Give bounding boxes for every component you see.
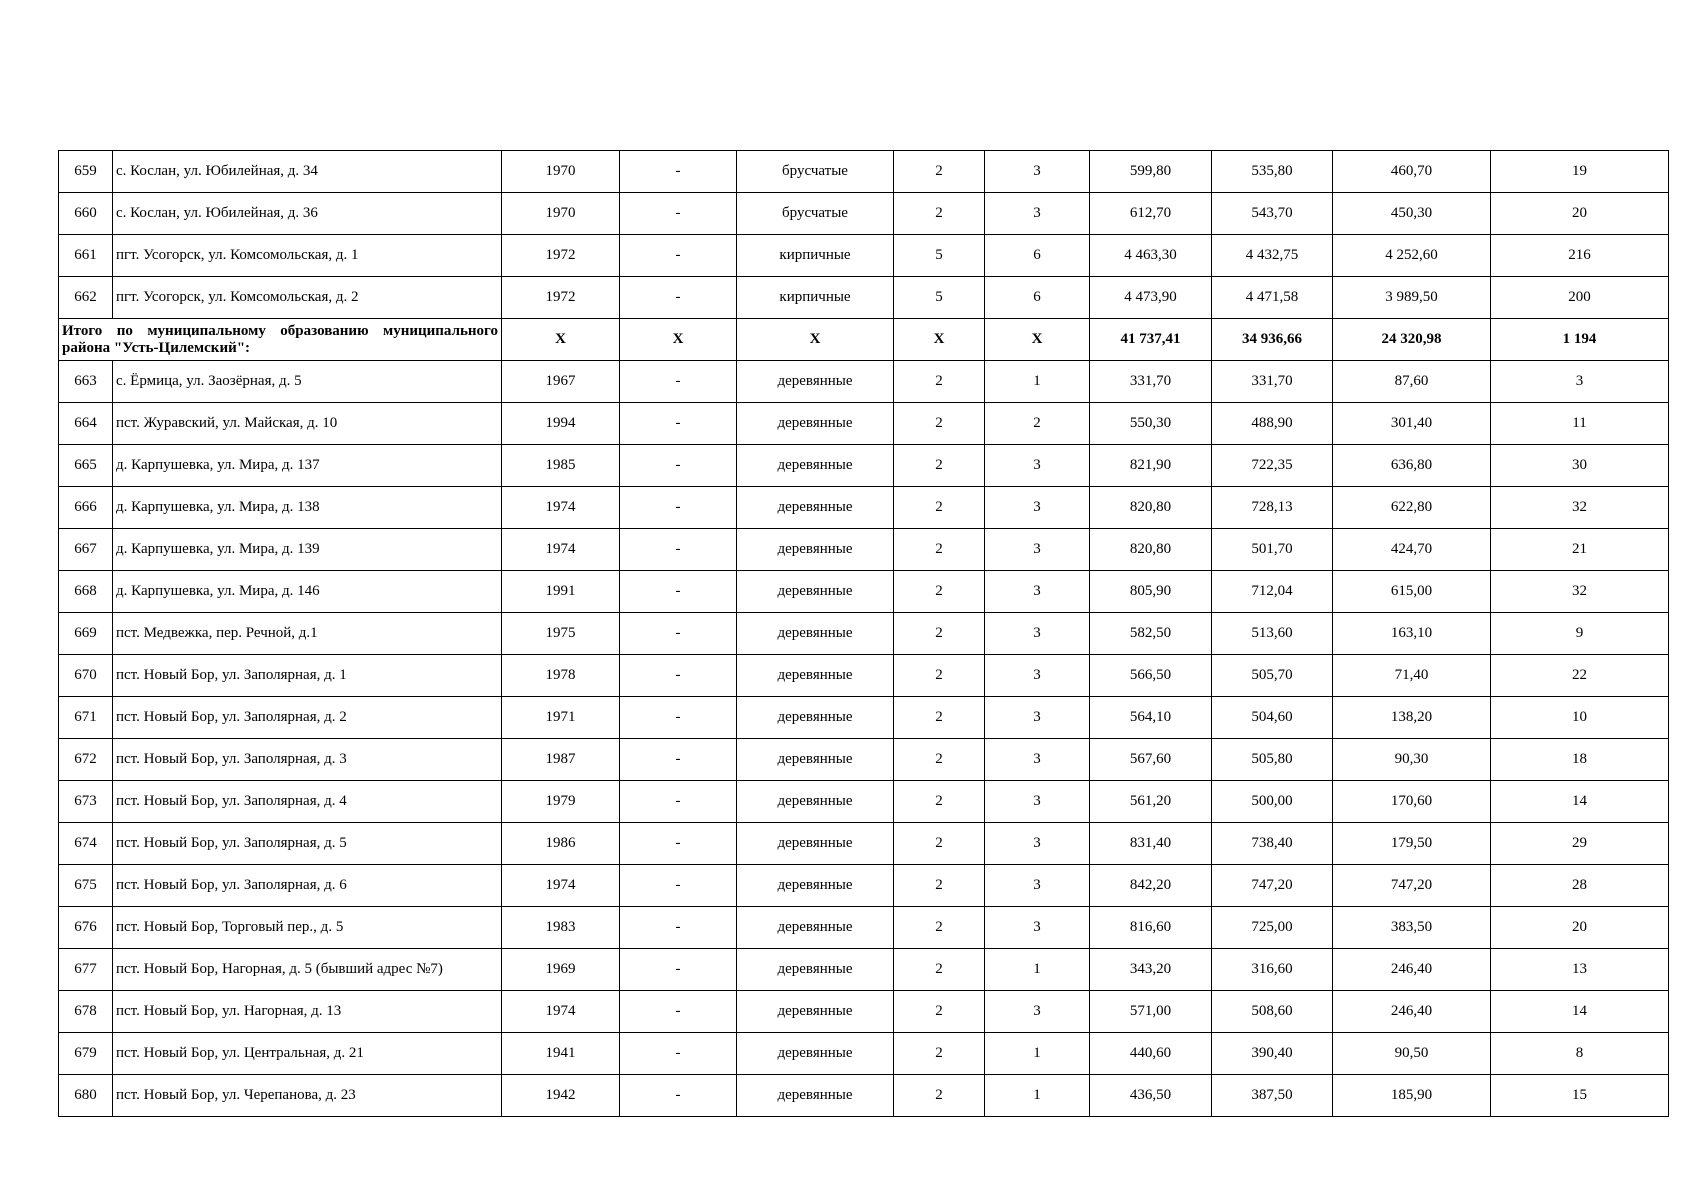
col7-cell: 1 <box>985 361 1090 403</box>
col8-cell: 820,80 <box>1090 529 1212 571</box>
address-cell: пст. Новый Бор, ул. Черепанова, д. 23 <box>113 1075 502 1117</box>
address-cell: пст. Новый Бор, ул. Заполярная, д. 5 <box>113 823 502 865</box>
year-cell: 1972 <box>502 235 620 277</box>
col10-cell: 87,60 <box>1333 361 1491 403</box>
col7-cell: 3 <box>985 151 1090 193</box>
col11-cell: 200 <box>1491 277 1669 319</box>
material-cell: деревянные <box>737 907 894 949</box>
row-number: 678 <box>59 991 113 1033</box>
col10-cell: 615,00 <box>1333 571 1491 613</box>
row-number: 666 <box>59 487 113 529</box>
row-number: 679 <box>59 1033 113 1075</box>
col11-cell: 216 <box>1491 235 1669 277</box>
table-row <box>59 907 1669 949</box>
col4-cell: - <box>620 151 737 193</box>
material-cell: деревянные <box>737 949 894 991</box>
col10-cell: 4 252,60 <box>1333 235 1491 277</box>
col10-cell: 138,20 <box>1333 697 1491 739</box>
address-cell: с. Ёрмица, ул. Заозёрная, д. 5 <box>113 361 502 403</box>
table-row <box>59 739 1669 781</box>
address-cell: пст. Новый Бор, ул. Нагорная, д. 13 <box>113 991 502 1033</box>
year-cell: 1979 <box>502 781 620 823</box>
col11-cell: 11 <box>1491 403 1669 445</box>
year-cell: 1975 <box>502 613 620 655</box>
year-cell: 1974 <box>502 865 620 907</box>
year-cell: 1970 <box>502 193 620 235</box>
total-cell: 34 936,66 <box>1212 319 1333 361</box>
material-cell: брусчатые <box>737 151 894 193</box>
col9-cell: 508,60 <box>1212 991 1333 1033</box>
col7-cell: 6 <box>985 277 1090 319</box>
col6-cell: 2 <box>894 193 985 235</box>
col4-cell: - <box>620 361 737 403</box>
total-cell: X <box>894 319 985 361</box>
address-cell: пст. Новый Бор, Торговый пер., д. 5 <box>113 907 502 949</box>
year-cell: 1986 <box>502 823 620 865</box>
address-cell: с. Кослан, ул. Юбилейная, д. 34 <box>113 151 502 193</box>
col7-cell: 3 <box>985 655 1090 697</box>
row-number: 667 <box>59 529 113 571</box>
col7-cell: 3 <box>985 907 1090 949</box>
col6-cell: 2 <box>894 949 985 991</box>
col11-cell: 9 <box>1491 613 1669 655</box>
col6-cell: 2 <box>894 1033 985 1075</box>
col7-cell: 3 <box>985 991 1090 1033</box>
col6-cell: 2 <box>894 571 985 613</box>
col8-cell: 820,80 <box>1090 487 1212 529</box>
col4-cell: - <box>620 1075 737 1117</box>
col9-cell: 488,90 <box>1212 403 1333 445</box>
row-number: 676 <box>59 907 113 949</box>
col11-cell: 18 <box>1491 739 1669 781</box>
col8-cell: 567,60 <box>1090 739 1212 781</box>
col4-cell: - <box>620 655 737 697</box>
col9-cell: 722,35 <box>1212 445 1333 487</box>
col8-cell: 331,70 <box>1090 361 1212 403</box>
col7-cell: 1 <box>985 949 1090 991</box>
address-cell: пст. Новый Бор, Нагорная, д. 5 (бывший адрес №7) <box>113 949 502 991</box>
table-row <box>59 1075 1669 1117</box>
table-row <box>59 1033 1669 1075</box>
col6-cell: 2 <box>894 1075 985 1117</box>
col11-cell: 30 <box>1491 445 1669 487</box>
row-number: 672 <box>59 739 113 781</box>
total-cell: X <box>502 319 620 361</box>
table-row <box>59 613 1669 655</box>
col4-cell: - <box>620 991 737 1033</box>
col6-cell: 2 <box>894 403 985 445</box>
address-cell: д. Карпушевка, ул. Мира, д. 137 <box>113 445 502 487</box>
col9-cell: 4 471,58 <box>1212 277 1333 319</box>
col4-cell: - <box>620 445 737 487</box>
col8-cell: 436,50 <box>1090 1075 1212 1117</box>
col9-cell: 712,04 <box>1212 571 1333 613</box>
col10-cell: 424,70 <box>1333 529 1491 571</box>
col7-cell: 6 <box>985 235 1090 277</box>
total-cell: X <box>737 319 894 361</box>
col4-cell: - <box>620 781 737 823</box>
col4-cell: - <box>620 403 737 445</box>
table-row <box>59 193 1669 235</box>
address-cell: д. Карпушевка, ул. Мира, д. 139 <box>113 529 502 571</box>
material-cell: деревянные <box>737 823 894 865</box>
col4-cell: - <box>620 823 737 865</box>
total-cell: 41 737,41 <box>1090 319 1212 361</box>
col9-cell: 501,70 <box>1212 529 1333 571</box>
col10-cell: 636,80 <box>1333 445 1491 487</box>
row-number: 669 <box>59 613 113 655</box>
year-cell: 1969 <box>502 949 620 991</box>
col8-cell: 612,70 <box>1090 193 1212 235</box>
col11-cell: 14 <box>1491 781 1669 823</box>
col10-cell: 90,50 <box>1333 1033 1491 1075</box>
col7-cell: 3 <box>985 193 1090 235</box>
col10-cell: 71,40 <box>1333 655 1491 697</box>
material-cell: кирпичные <box>737 277 894 319</box>
year-cell: 1941 <box>502 1033 620 1075</box>
col7-cell: 3 <box>985 865 1090 907</box>
col8-cell: 4 473,90 <box>1090 277 1212 319</box>
year-cell: 1983 <box>502 907 620 949</box>
col10-cell: 622,80 <box>1333 487 1491 529</box>
col10-cell: 3 989,50 <box>1333 277 1491 319</box>
col10-cell: 179,50 <box>1333 823 1491 865</box>
col11-cell: 28 <box>1491 865 1669 907</box>
col9-cell: 316,60 <box>1212 949 1333 991</box>
col9-cell: 4 432,75 <box>1212 235 1333 277</box>
year-cell: 1967 <box>502 361 620 403</box>
col9-cell: 387,50 <box>1212 1075 1333 1117</box>
col9-cell: 738,40 <box>1212 823 1333 865</box>
col6-cell: 2 <box>894 907 985 949</box>
address-cell: пст. Новый Бор, ул. Заполярная, д. 4 <box>113 781 502 823</box>
address-cell: д. Карпушевка, ул. Мира, д. 138 <box>113 487 502 529</box>
col10-cell: 450,30 <box>1333 193 1491 235</box>
row-number: 677 <box>59 949 113 991</box>
col4-cell: - <box>620 1033 737 1075</box>
table-row <box>59 487 1669 529</box>
col9-cell: 747,20 <box>1212 865 1333 907</box>
col6-cell: 5 <box>894 235 985 277</box>
col11-cell: 20 <box>1491 907 1669 949</box>
year-cell: 1970 <box>502 151 620 193</box>
address-cell: пст. Новый Бор, ул. Заполярная, д. 3 <box>113 739 502 781</box>
row-number: 660 <box>59 193 113 235</box>
address-cell: пгт. Усогорск, ул. Комсомольская, д. 1 <box>113 235 502 277</box>
material-cell: брусчатые <box>737 193 894 235</box>
col9-cell: 728,13 <box>1212 487 1333 529</box>
col11-cell: 32 <box>1491 487 1669 529</box>
col9-cell: 331,70 <box>1212 361 1333 403</box>
col8-cell: 816,60 <box>1090 907 1212 949</box>
col10-cell: 163,10 <box>1333 613 1491 655</box>
row-number: 675 <box>59 865 113 907</box>
material-cell: деревянные <box>737 571 894 613</box>
col4-cell: - <box>620 277 737 319</box>
col11-cell: 21 <box>1491 529 1669 571</box>
col4-cell: - <box>620 571 737 613</box>
material-cell: деревянные <box>737 613 894 655</box>
table-row <box>59 529 1669 571</box>
material-cell: деревянные <box>737 1075 894 1117</box>
total-cell: 24 320,98 <box>1333 319 1491 361</box>
col11-cell: 10 <box>1491 697 1669 739</box>
year-cell: 1972 <box>502 277 620 319</box>
col8-cell: 599,80 <box>1090 151 1212 193</box>
col6-cell: 2 <box>894 781 985 823</box>
col8-cell: 842,20 <box>1090 865 1212 907</box>
table-row <box>59 403 1669 445</box>
col4-cell: - <box>620 907 737 949</box>
col9-cell: 513,60 <box>1212 613 1333 655</box>
year-cell: 1974 <box>502 487 620 529</box>
table-body-bottom <box>59 361 1669 1117</box>
year-cell: 1971 <box>502 697 620 739</box>
col6-cell: 2 <box>894 361 985 403</box>
col6-cell: 2 <box>894 529 985 571</box>
col6-cell: 2 <box>894 823 985 865</box>
col8-cell: 821,90 <box>1090 445 1212 487</box>
col9-cell: 543,70 <box>1212 193 1333 235</box>
row-number: 663 <box>59 361 113 403</box>
row-number: 665 <box>59 445 113 487</box>
table-row <box>59 235 1669 277</box>
col4-cell: - <box>620 487 737 529</box>
col10-cell: 246,40 <box>1333 949 1491 991</box>
row-number: 671 <box>59 697 113 739</box>
material-cell: деревянные <box>737 361 894 403</box>
year-cell: 1942 <box>502 1075 620 1117</box>
col11-cell: 15 <box>1491 1075 1669 1117</box>
year-cell: 1991 <box>502 571 620 613</box>
year-cell: 1978 <box>502 655 620 697</box>
col7-cell: 3 <box>985 529 1090 571</box>
total-row-group <box>59 319 1669 361</box>
col6-cell: 2 <box>894 697 985 739</box>
col7-cell: 1 <box>985 1033 1090 1075</box>
table-row <box>59 571 1669 613</box>
material-cell: деревянные <box>737 697 894 739</box>
col4-cell: - <box>620 235 737 277</box>
row-number: 659 <box>59 151 113 193</box>
address-cell: д. Карпушевка, ул. Мира, д. 146 <box>113 571 502 613</box>
total-cell: X <box>985 319 1090 361</box>
col7-cell: 3 <box>985 487 1090 529</box>
address-cell: пст. Журавский, ул. Майская, д. 10 <box>113 403 502 445</box>
col10-cell: 460,70 <box>1333 151 1491 193</box>
col6-cell: 2 <box>894 739 985 781</box>
year-cell: 1974 <box>502 529 620 571</box>
col8-cell: 550,30 <box>1090 403 1212 445</box>
material-cell: деревянные <box>737 781 894 823</box>
col6-cell: 2 <box>894 865 985 907</box>
year-cell: 1985 <box>502 445 620 487</box>
address-cell: с. Кослан, ул. Юбилейная, д. 36 <box>113 193 502 235</box>
table-row <box>59 781 1669 823</box>
col4-cell: - <box>620 949 737 991</box>
col7-cell: 3 <box>985 823 1090 865</box>
row-number: 662 <box>59 277 113 319</box>
table-row <box>59 697 1669 739</box>
material-cell: деревянные <box>737 739 894 781</box>
material-cell: деревянные <box>737 865 894 907</box>
table-row <box>59 151 1669 193</box>
col10-cell: 383,50 <box>1333 907 1491 949</box>
col7-cell: 1 <box>985 1075 1090 1117</box>
col11-cell: 22 <box>1491 655 1669 697</box>
table-body-top <box>59 151 1669 319</box>
table-row <box>59 949 1669 991</box>
col10-cell: 185,90 <box>1333 1075 1491 1117</box>
year-cell: 1987 <box>502 739 620 781</box>
col8-cell: 831,40 <box>1090 823 1212 865</box>
col11-cell: 13 <box>1491 949 1669 991</box>
col8-cell: 561,20 <box>1090 781 1212 823</box>
col10-cell: 301,40 <box>1333 403 1491 445</box>
col7-cell: 3 <box>985 739 1090 781</box>
col9-cell: 535,80 <box>1212 151 1333 193</box>
year-cell: 1994 <box>502 403 620 445</box>
material-cell: деревянные <box>737 529 894 571</box>
col11-cell: 3 <box>1491 361 1669 403</box>
col8-cell: 582,50 <box>1090 613 1212 655</box>
col6-cell: 2 <box>894 655 985 697</box>
row-number: 668 <box>59 571 113 613</box>
row-number: 673 <box>59 781 113 823</box>
col9-cell: 725,00 <box>1212 907 1333 949</box>
row-number: 680 <box>59 1075 113 1117</box>
col4-cell: - <box>620 739 737 781</box>
col8-cell: 343,20 <box>1090 949 1212 991</box>
col11-cell: 19 <box>1491 151 1669 193</box>
col11-cell: 8 <box>1491 1033 1669 1075</box>
col6-cell: 5 <box>894 277 985 319</box>
address-cell: пст. Новый Бор, ул. Центральная, д. 21 <box>113 1033 502 1075</box>
col7-cell: 3 <box>985 781 1090 823</box>
col4-cell: - <box>620 613 737 655</box>
table-row <box>59 991 1669 1033</box>
col7-cell: 3 <box>985 445 1090 487</box>
col4-cell: - <box>620 193 737 235</box>
row-number: 661 <box>59 235 113 277</box>
col6-cell: 2 <box>894 151 985 193</box>
col7-cell: 3 <box>985 697 1090 739</box>
col8-cell: 566,50 <box>1090 655 1212 697</box>
col6-cell: 2 <box>894 991 985 1033</box>
material-cell: деревянные <box>737 991 894 1033</box>
col4-cell: - <box>620 865 737 907</box>
col7-cell: 3 <box>985 613 1090 655</box>
col8-cell: 805,90 <box>1090 571 1212 613</box>
col11-cell: 20 <box>1491 193 1669 235</box>
address-cell: пст. Новый Бор, ул. Заполярная, д. 1 <box>113 655 502 697</box>
col9-cell: 500,00 <box>1212 781 1333 823</box>
col7-cell: 2 <box>985 403 1090 445</box>
material-cell: деревянные <box>737 487 894 529</box>
material-cell: деревянные <box>737 1033 894 1075</box>
address-cell: пст. Новый Бор, ул. Заполярная, д. 6 <box>113 865 502 907</box>
table-row <box>59 655 1669 697</box>
table-row <box>59 445 1669 487</box>
material-cell: деревянные <box>737 445 894 487</box>
row-number: 670 <box>59 655 113 697</box>
col9-cell: 390,40 <box>1212 1033 1333 1075</box>
col9-cell: 505,80 <box>1212 739 1333 781</box>
row-number: 664 <box>59 403 113 445</box>
table-row <box>59 277 1669 319</box>
col6-cell: 2 <box>894 613 985 655</box>
col10-cell: 246,40 <box>1333 991 1491 1033</box>
table-row <box>59 823 1669 865</box>
col8-cell: 4 463,30 <box>1090 235 1212 277</box>
total-label: Итого по муниципальному образованию муниципального района "Усть-Цилемский": <box>59 319 502 361</box>
col8-cell: 564,10 <box>1090 697 1212 739</box>
material-cell: деревянные <box>737 655 894 697</box>
year-cell: 1974 <box>502 991 620 1033</box>
col11-cell: 32 <box>1491 571 1669 613</box>
address-cell: пст. Новый Бор, ул. Заполярная, д. 2 <box>113 697 502 739</box>
address-cell: пгт. Усогорск, ул. Комсомольская, д. 2 <box>113 277 502 319</box>
table-row <box>59 361 1669 403</box>
total-cell: X <box>620 319 737 361</box>
col6-cell: 2 <box>894 445 985 487</box>
row-number: 674 <box>59 823 113 865</box>
col10-cell: 747,20 <box>1333 865 1491 907</box>
total-cell: 1 194 <box>1491 319 1669 361</box>
col10-cell: 90,30 <box>1333 739 1491 781</box>
col9-cell: 505,70 <box>1212 655 1333 697</box>
col8-cell: 440,60 <box>1090 1033 1212 1075</box>
col11-cell: 14 <box>1491 991 1669 1033</box>
col9-cell: 504,60 <box>1212 697 1333 739</box>
col8-cell: 571,00 <box>1090 991 1212 1033</box>
col6-cell: 2 <box>894 487 985 529</box>
col11-cell: 29 <box>1491 823 1669 865</box>
col7-cell: 3 <box>985 571 1090 613</box>
total-row <box>59 319 1669 361</box>
material-cell: кирпичные <box>737 235 894 277</box>
housing-registry-table <box>58 150 1669 1117</box>
table-row <box>59 865 1669 907</box>
material-cell: деревянные <box>737 403 894 445</box>
col4-cell: - <box>620 529 737 571</box>
col10-cell: 170,60 <box>1333 781 1491 823</box>
address-cell: пст. Медвежка, пер. Речной, д.1 <box>113 613 502 655</box>
col4-cell: - <box>620 697 737 739</box>
